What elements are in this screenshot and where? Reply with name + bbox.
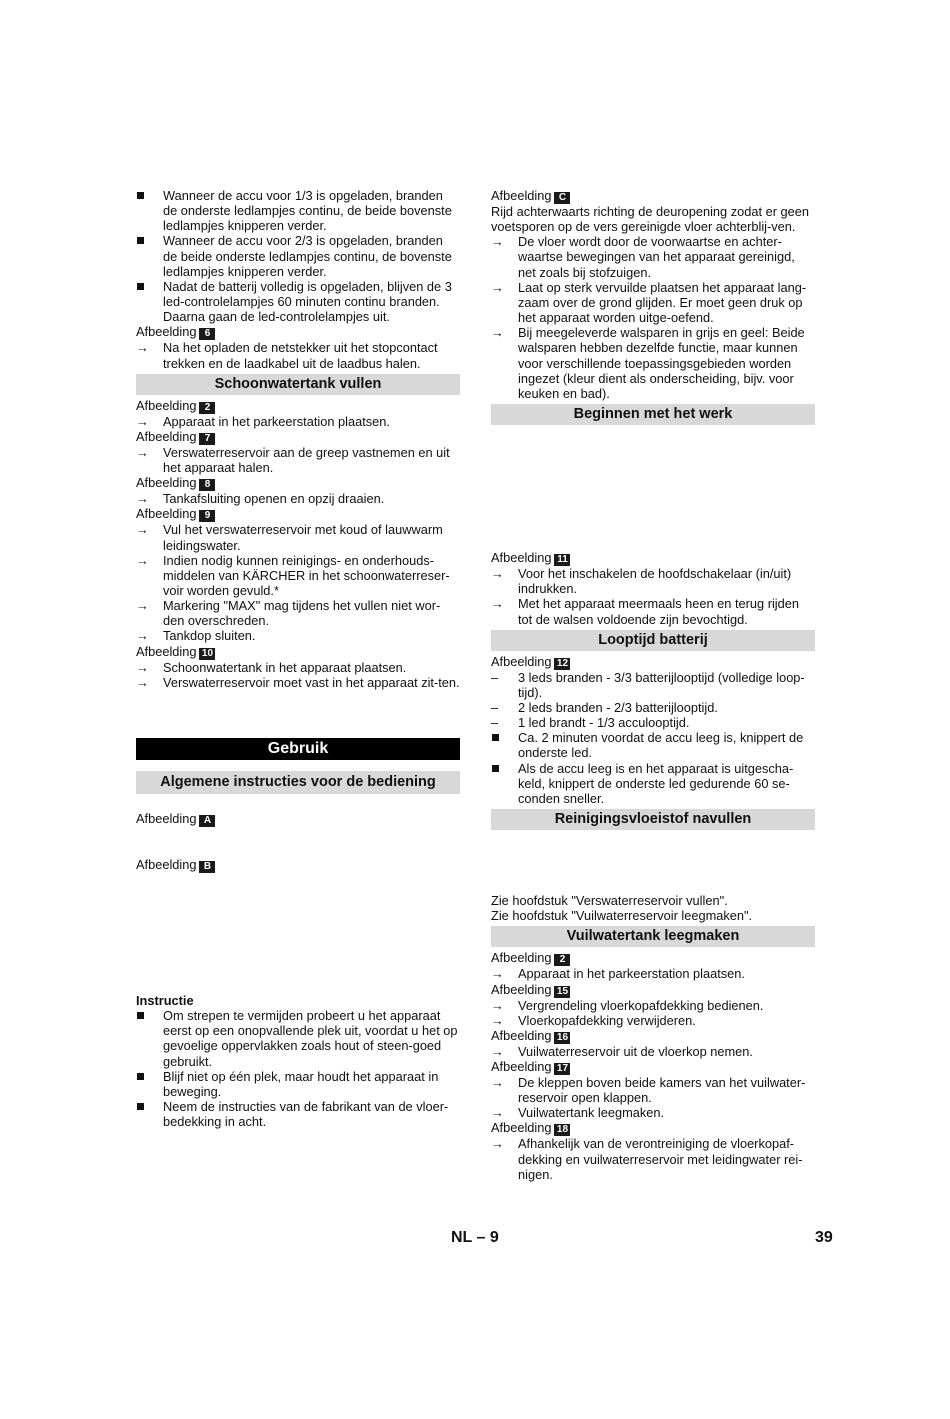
square-bullet-icon (136, 1099, 163, 1129)
list-item: Om strepen te vermijden probeert u het apparaat eerst op een onopvallende plek uit, voordat u het op gevoelige oppervlakken zoals hout of steen-goed gebruikt. (136, 1008, 460, 1069)
square-bullet-icon (136, 1008, 163, 1069)
step-item: → Vul het verswaterreservoir met koud of lauwwarm leidingswater. (136, 522, 443, 553)
arrow-icon: → (491, 234, 504, 250)
list-item: Wanneer de accu voor 1/3 is opgeladen, branden de onderste ledlampjes continu, de beide bovenste ledlampjes knipperen verder. (136, 188, 460, 233)
step-item: → Vuilwaterreservoir uit de vloerkop nemen. (491, 1043, 753, 1059)
step-item: → Verswaterreservoir aan de greep vastnemen en uit het apparaat halen. (136, 444, 450, 476)
arrow-icon: → (491, 997, 504, 1013)
arrow-icon: → (491, 1075, 504, 1090)
square-bullet-icon (136, 233, 163, 278)
arrow-icon: → (491, 1105, 504, 1121)
step-item: → Vloerkopafdekking verwijderen. (491, 1012, 696, 1028)
arrow-icon: → (491, 596, 504, 612)
arrow-icon: → (136, 444, 149, 460)
step-item: → Tankdop sluiten. (136, 628, 256, 644)
figure-number-badge: 15 (554, 986, 570, 998)
right-column (491, 188, 815, 1182)
step-item: → Na het opladen de netstekker uit het stopcontact trekken en de laadkabel uit de laadbus halen. (136, 340, 438, 371)
step-item: → Afhankelijk van de verontreiniging de vloerkopaf-dekking en vuilwaterreservoir met leidingwater rei-nigen. (491, 1136, 803, 1182)
figure-number-badge: 9 (199, 510, 215, 522)
page-number: 39 (815, 1229, 833, 1246)
figure-number-badge: 18 (554, 1124, 570, 1136)
section-heading: Schoonwatertank vullen (136, 374, 460, 395)
arrow-icon: → (491, 966, 504, 982)
section-heading: Reinigingsvloeistof navullen (491, 809, 815, 830)
arrow-icon: → (136, 674, 149, 690)
step-item: → Indien nodig kunnen reinigings- en onderhouds-middelen van KÄRCHER in het schoonwaterreser-voir worden gevuld.* (136, 552, 450, 598)
arrow-icon: → (491, 325, 504, 341)
dash-icon: – (491, 669, 499, 685)
section-heading: Looptijd batterij (491, 630, 815, 651)
dash-item: – 3 leds branden - 3/3 batterijlooptijd (volledige loop-tijd). (491, 669, 805, 700)
step-item: → Voor het inschakelen de hoofdschakelaar (in/uit) indrukken. (491, 566, 792, 597)
left-column (136, 188, 460, 1129)
step-item: → De vloer wordt door de voorwaartse en achter-waartse bewegingen van het apparaat gereinigd, net zoals bij stofzuigen. (491, 234, 795, 280)
dash-icon: – (491, 699, 499, 715)
figure-ref: Afbeelding A (136, 811, 460, 827)
step-item: → Vuilwatertank leegmaken. (491, 1105, 665, 1121)
square-bullet-icon (136, 1069, 163, 1099)
step-item: → Apparaat in het parkeerstation plaatsen. (136, 413, 390, 429)
figure-number-badge: 17 (554, 1063, 570, 1075)
figure-number-badge: 2 (554, 954, 570, 966)
arrow-icon: → (136, 552, 149, 568)
square-bullet-icon (491, 761, 518, 806)
section-heading: Vuilwatertank leegmaken (491, 926, 815, 947)
figure-ref: Afbeelding C (491, 188, 815, 204)
figure-number-badge: 8 (199, 479, 215, 491)
arrow-icon: → (491, 279, 504, 295)
arrow-icon: → (136, 491, 149, 507)
figure-number-badge: C (554, 192, 570, 204)
step-item: → Vergrendeling vloerkopafdekking bedienen. (491, 997, 764, 1013)
figure-ref: Afbeelding 8 (136, 475, 460, 491)
arrow-icon: → (136, 598, 149, 614)
list-item: Blijf niet op één plek, maar houdt het apparaat in beweging. (136, 1069, 460, 1099)
figure-ref: Afbeelding 2 (491, 950, 815, 966)
dash-icon: – (491, 715, 499, 731)
figure-ref: Afbeelding 12 (491, 654, 815, 670)
square-bullet-icon (136, 279, 163, 324)
arrow-icon: → (136, 413, 149, 429)
arrow-icon: → (136, 628, 149, 644)
figure-ref: Afbeelding 9 (136, 506, 460, 522)
figure-ref: Afbeelding 11 (491, 550, 815, 566)
paragraph: Zie hoofdstuk "Verswaterreservoir vullen". (491, 893, 728, 909)
step-item: → Apparaat in het parkeerstation plaatsen. (491, 966, 745, 982)
arrow-icon: → (136, 659, 149, 675)
step-item: → Bij meegeleverde walsparen in grijs en geel: Beide walsparen hebben dezelfde functie, maar kunnen voor verschillende toepassingsgebieden worden ingezet (kleur dient als onderscheiding, bijv. voor keuken en bad). (491, 325, 805, 401)
figure-number-badge: A (199, 815, 215, 827)
list-item: Als de accu leeg is en het apparaat is uitgescha-keld, knippert de onderste led gedurende 60 se-conden sneller. (491, 761, 815, 806)
figure-ref: Afbeelding 10 (136, 644, 460, 660)
list-item: Neem de instructies van de fabrikant van de vloer-bedekking in acht. (136, 1099, 460, 1129)
paragraph: Rijd achterwaarts richting de deuropening zodat er geen voetsporen op de vers gereinigde vloer achterblij-ven. (491, 204, 809, 235)
list-item: Wanneer de accu voor 2/3 is opgeladen, branden de beide onderste ledlampjes continu, de bovenste ledlampjes knipperen verder. (136, 233, 460, 278)
figure-ref: Afbeelding B (136, 857, 460, 873)
section-heading: Algemene instructies voor de bediening (136, 771, 460, 794)
figure-number-badge: 16 (554, 1032, 570, 1044)
step-item: → De kleppen boven beide kamers van het vuilwater-reservoir open klappen. (491, 1075, 806, 1106)
arrow-icon: → (491, 1012, 504, 1028)
figure-ref: Afbeelding 7 (136, 429, 460, 445)
dash-item: – 2 leds branden - 2/3 batterijlooptijd. (491, 699, 718, 715)
figure-ref: Afbeelding 15 (491, 982, 815, 998)
arrow-icon: → (136, 340, 149, 356)
arrow-icon: → (491, 1043, 504, 1059)
step-item: → Markering "MAX" mag tijdens het vullen niet wor-den overschreden. (136, 598, 441, 629)
step-item: → Schoonwatertank in het apparaat plaatsen. (136, 659, 407, 675)
step-item: → Tankafsluiting openen en opzij draaien. (136, 491, 385, 507)
instructie-title: Instructie (136, 992, 194, 1008)
step-item: → Met het apparaat meermaals heen en terug rijden tot de walsen voldoende zijn bevochtigd. (491, 596, 799, 627)
figure-number-badge: 7 (199, 433, 215, 445)
arrow-icon: → (136, 522, 149, 538)
figure-ref: Afbeelding 6 (136, 324, 460, 340)
list-item: Nadat de batterij volledig is opgeladen, blijven de 3 led-controlelampjes 60 minuten continu branden. Daarna gaan de led-controlelampjes uit. (136, 279, 460, 324)
section-page-label: NL – 9 (451, 1229, 499, 1246)
step-item: → Verswaterreservoir moet vast in het apparaat zit-ten. (136, 674, 460, 690)
figure-ref: Afbeelding 2 (136, 398, 460, 414)
figure-number-badge: B (199, 861, 215, 873)
spacer (136, 690, 460, 738)
figure-ref: Afbeelding 17 (491, 1059, 815, 1075)
figure-number-badge: 12 (554, 658, 570, 670)
section-heading: Beginnen met het werk (491, 404, 815, 425)
figure-ref: Afbeelding 16 (491, 1028, 815, 1044)
figure-number-badge: 10 (199, 648, 215, 660)
figure-number-badge: 6 (199, 328, 215, 340)
arrow-icon: → (491, 1136, 504, 1152)
paragraph: Zie hoofdstuk "Vuilwaterreservoir leegmaken". (491, 908, 753, 924)
step-item: → Laat op sterk vervuilde plaatsen het apparaat lang-zaam over de grond glijden. Er moet geen druk op het apparaat worden uitge-oefend. (491, 279, 807, 326)
square-bullet-icon (491, 730, 518, 760)
arrow-icon: → (491, 566, 504, 582)
figure-number-badge: 2 (199, 402, 215, 414)
chapter-heading: Gebruik (136, 738, 460, 760)
figure-ref: Afbeelding 18 (491, 1120, 815, 1136)
list-item: Ca. 2 minuten voordat de accu leeg is, knippert de onderste led. (491, 730, 815, 760)
figure-number-badge: 11 (554, 554, 570, 566)
square-bullet-icon (136, 188, 163, 233)
dash-item: – 1 led brandt - 1/3 acculooptijd. (491, 715, 690, 731)
